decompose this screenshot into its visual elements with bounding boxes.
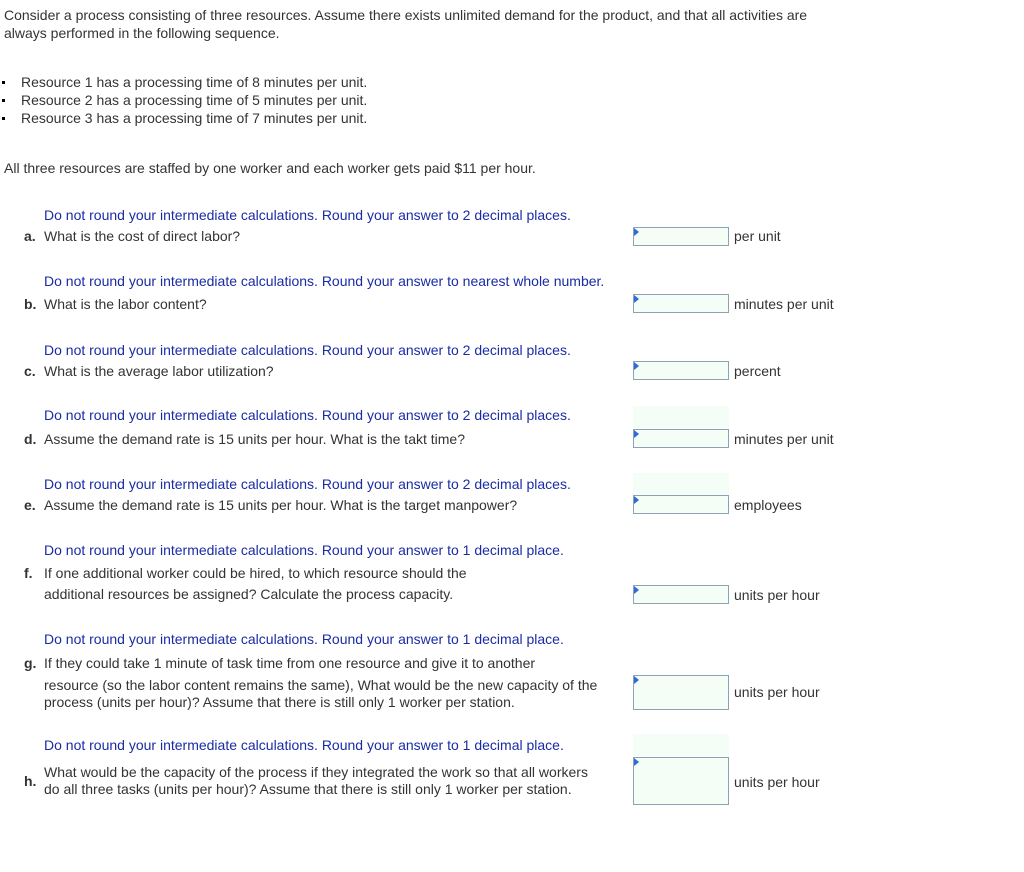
resource-list [0, 73, 367, 127]
rounding-note-b: Do not round your intermediate calculations. Round your answer to nearest whole number. [44, 273, 605, 289]
answer-field-background [633, 406, 729, 428]
question-text-e: Assume the demand rate is 15 units per hour. What is the target manpower? [44, 497, 518, 513]
flag-icon [634, 228, 639, 236]
answer-input-c[interactable] [633, 361, 729, 380]
rounding-note-e: Do not round your intermediate calculations. Round your answer to 2 decimal places. [44, 476, 571, 492]
unit-label-b: minutes per unit [734, 296, 834, 312]
unit-label-h: units per hour [734, 774, 820, 790]
question-text-g-line-3: process (units per hour)? Assume that there is still only 1 worker per station. [44, 694, 515, 710]
unit-label-e: employees [734, 497, 802, 513]
unit-label-f: units per hour [734, 587, 820, 603]
list-item: Resource 1 has a processing time of 8 minutes per unit. [0, 73, 367, 91]
list-item: Resource 3 has a processing time of 7 minutes per unit. [0, 109, 367, 127]
answer-input-a[interactable] [633, 227, 729, 246]
question-letter-h: h. [24, 773, 37, 789]
question-letter-e: e. [24, 497, 36, 513]
question-text-f-line-2: additional resources be assigned? Calculate the process capacity. [44, 586, 454, 602]
rounding-note-f: Do not round your intermediate calculations. Round your answer to 1 decimal place. [44, 542, 564, 558]
question-text-f-line-1: If one additional worker could be hired, to which resource should the [44, 565, 467, 581]
question-letter-c: c. [24, 363, 36, 379]
flag-icon [634, 295, 639, 303]
unit-label-c: percent [734, 363, 781, 379]
flag-icon [634, 430, 639, 438]
problem-intro [4, 6, 807, 42]
intro-line-1: Consider a process consisting of three resources. Assume there exists unlimited demand for the product, and that all activities are [4, 7, 808, 23]
list-item: Resource 2 has a processing time of 5 minutes per unit. [0, 91, 367, 109]
question-letter-d: d. [24, 431, 37, 447]
question-letter-g: g. [24, 655, 37, 671]
question-text-g-line-1: If they could take 1 minute of task time from one resource and give it to another [44, 655, 536, 671]
question-letter-b: b. [24, 296, 37, 312]
intro-line-2: always performed in the following sequence. [4, 25, 280, 41]
flag-icon [634, 362, 639, 370]
unit-label-g: units per hour [734, 684, 820, 700]
answer-field-background [633, 734, 729, 756]
answer-input-d[interactable] [633, 429, 729, 448]
answer-input-f[interactable] [633, 585, 729, 604]
rounding-note-d: Do not round your intermediate calculations. Round your answer to 2 decimal places. [44, 407, 571, 423]
rounding-note-h: Do not round your intermediate calculations. Round your answer to 1 decimal place. [44, 737, 564, 753]
bullet-icon [2, 117, 5, 120]
question-text-g-line-2: resource (so the labor content remains the same), What would be the new capacity of the [44, 677, 598, 693]
question-text-h-line-1: What would be the capacity of the process if they integrated the work so that all workers [44, 764, 588, 780]
unit-label-d: minutes per unit [734, 431, 834, 447]
answer-input-h[interactable] [633, 757, 729, 805]
flag-icon [634, 676, 639, 684]
staffing-text: All three resources are staffed by one worker and each worker gets paid $11 per hour. [4, 160, 536, 176]
question-text-d: Assume the demand rate is 15 units per hour. What is the takt time? [44, 431, 465, 447]
bullet-icon [2, 81, 5, 84]
answer-input-b[interactable] [633, 294, 729, 313]
question-text-a: What is the cost of direct labor? [44, 228, 241, 244]
question-letter-a: a. [24, 228, 36, 244]
rounding-note-c: Do not round your intermediate calculations. Round your answer to 2 decimal places. [44, 342, 571, 358]
flag-icon [634, 586, 639, 594]
answer-input-g[interactable] [633, 675, 729, 710]
flag-icon [634, 496, 639, 504]
question-text-b: What is the labor content? [44, 296, 207, 312]
rounding-note-a: Do not round your intermediate calculations. Round your answer to 2 decimal places. [44, 207, 571, 223]
bullet-icon [2, 99, 5, 102]
question-text-h-line-2: do all three tasks (units per hour)? Assume that there is still only 1 worker per station. [44, 781, 572, 797]
unit-label-a: per unit [734, 228, 781, 244]
question-letter-f: f. [24, 565, 33, 581]
answer-input-e[interactable] [633, 495, 729, 514]
flag-icon [634, 758, 639, 766]
question-text-c: What is the average labor utilization? [44, 363, 274, 379]
answer-field-background [633, 473, 729, 495]
rounding-note-g: Do not round your intermediate calculations. Round your answer to 1 decimal place. [44, 631, 564, 647]
